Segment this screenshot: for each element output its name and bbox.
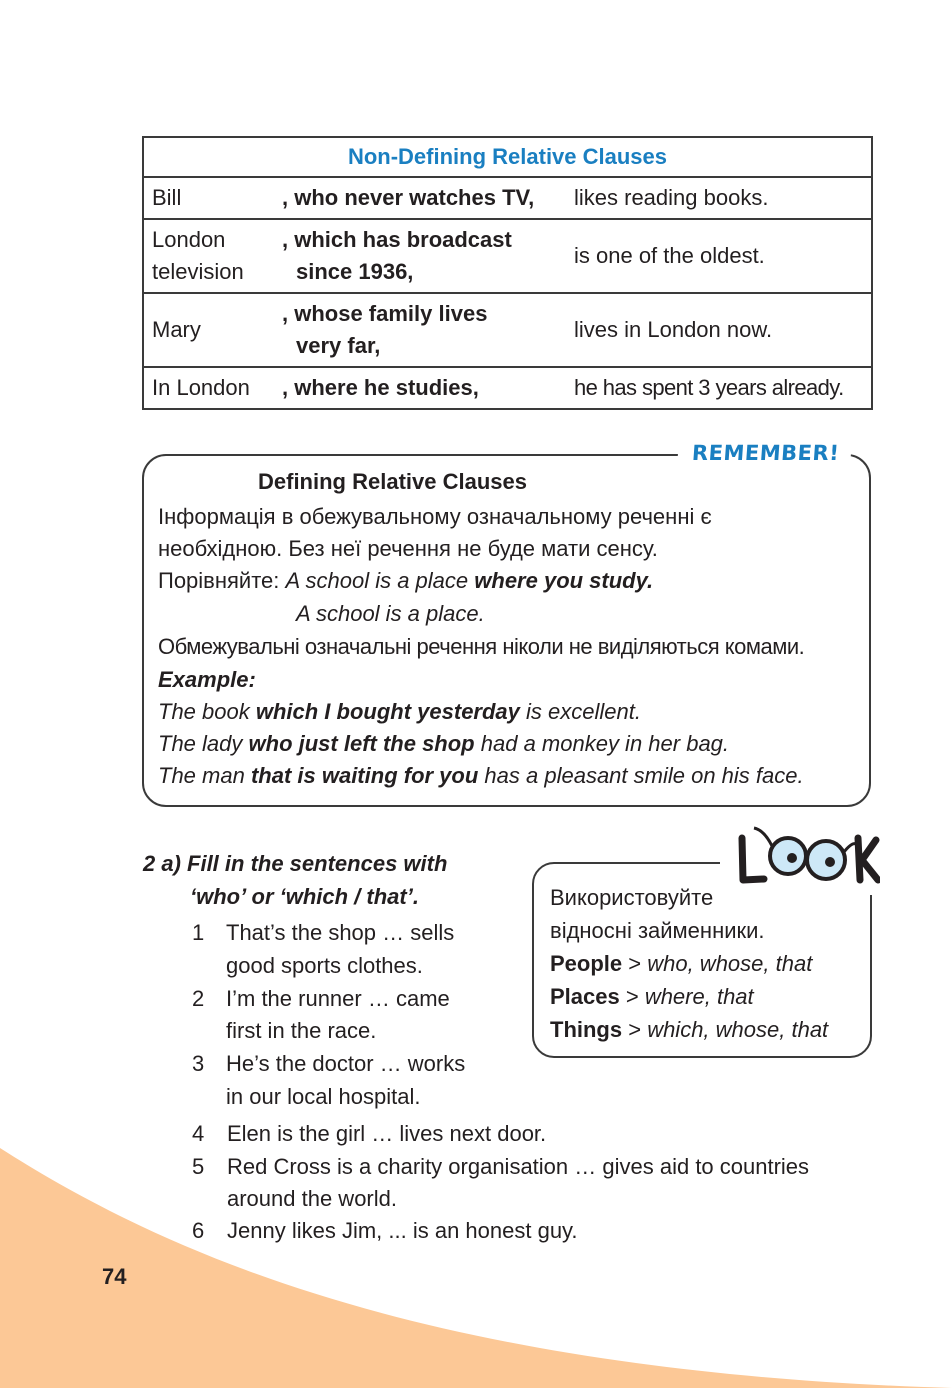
non-defining-clauses-table	[142, 136, 873, 410]
remember-tag: REMEMBER!	[677, 441, 852, 465]
example-sentence: The man that is waiting for you has a pleasant smile on his face.	[158, 763, 804, 788]
table-title: Non-Defining Relative Clauses	[143, 137, 872, 177]
pronoun-rule: Things > which, whose, that	[550, 1017, 829, 1042]
remember-title: Defining Relative Clauses	[258, 469, 527, 494]
rest-cell: likes reading books.	[566, 177, 872, 219]
exercise-item: around the world.	[227, 1186, 397, 1211]
table-title-row	[143, 137, 872, 177]
item-number: 5	[192, 1154, 205, 1179]
look-line: Використовуйте	[550, 885, 714, 910]
clause-cell: , whose family lives very far,	[272, 293, 566, 367]
exercise-item: He’s the doctor … works	[226, 1051, 466, 1076]
exercise-item: in our local hospital.	[226, 1084, 421, 1109]
info-line: необхідною. Без неї речення не буде мати сенсу.	[158, 536, 658, 561]
subject-cell: London television	[143, 219, 272, 293]
item-number: 6	[192, 1218, 205, 1243]
look-logo-icon	[734, 822, 880, 892]
rest-cell: he has spent 3 years already.	[566, 367, 872, 409]
exercise-item: Elen is the girl … lives next door.	[227, 1121, 547, 1146]
rest-cell: lives in London now.	[566, 293, 872, 367]
compare-line: Порівняйте: A school is a place where you study.	[158, 568, 654, 593]
clause-cell: , who never watches TV,	[272, 177, 566, 219]
clause-cell: , where he studies,	[272, 367, 566, 409]
exercise-item: Red Cross is a charity organisation … gives aid to countries	[227, 1154, 810, 1179]
item-number: 1	[192, 920, 205, 945]
example-sentence: The book which I bought yesterday is excellent.	[158, 699, 641, 724]
look-line: відносні займенники.	[550, 918, 765, 943]
table-row	[143, 177, 872, 219]
compare-line-2: A school is a place.	[296, 601, 485, 626]
note-line: Обмежувальні означальні речення ніколи не виділяються комами.	[158, 634, 805, 659]
page-number: 74	[102, 1264, 127, 1289]
item-number: 2	[192, 986, 205, 1011]
table-row	[143, 219, 872, 293]
exercise-item: That’s the shop … sells	[226, 920, 455, 945]
clause-cell: , which has broadcast since 1936,	[272, 219, 566, 293]
pronoun-rule: Places > where, that	[550, 984, 754, 1009]
exercise-item: Jenny likes Jim, ... is an honest guy.	[227, 1218, 578, 1243]
exercise-heading: 2 a) Fill in the sentences with	[143, 851, 448, 876]
item-number: 3	[192, 1051, 205, 1076]
subject-cell: Bill	[143, 177, 272, 219]
table-row	[143, 293, 872, 367]
pronoun-rule: People > who, whose, that	[550, 951, 813, 976]
exercise-item: I’m the runner … came	[226, 986, 450, 1011]
example-label: Example:	[158, 667, 256, 692]
table-row	[143, 367, 872, 409]
rest-cell: is one of the oldest.	[566, 219, 872, 293]
exercise-item: good sports clothes.	[226, 953, 423, 978]
example-sentence: The lady who just left the shop had a monkey in her bag.	[158, 731, 730, 756]
info-line: Інформація в обежувальному означальному реченні є	[158, 504, 712, 529]
exercise-heading: ‘who’ or ‘which / that’.	[190, 884, 419, 909]
subject-cell: Mary	[143, 293, 272, 367]
exercise-item: first in the race.	[226, 1018, 377, 1043]
subject-cell: In London	[143, 367, 272, 409]
item-number: 4	[192, 1121, 205, 1146]
